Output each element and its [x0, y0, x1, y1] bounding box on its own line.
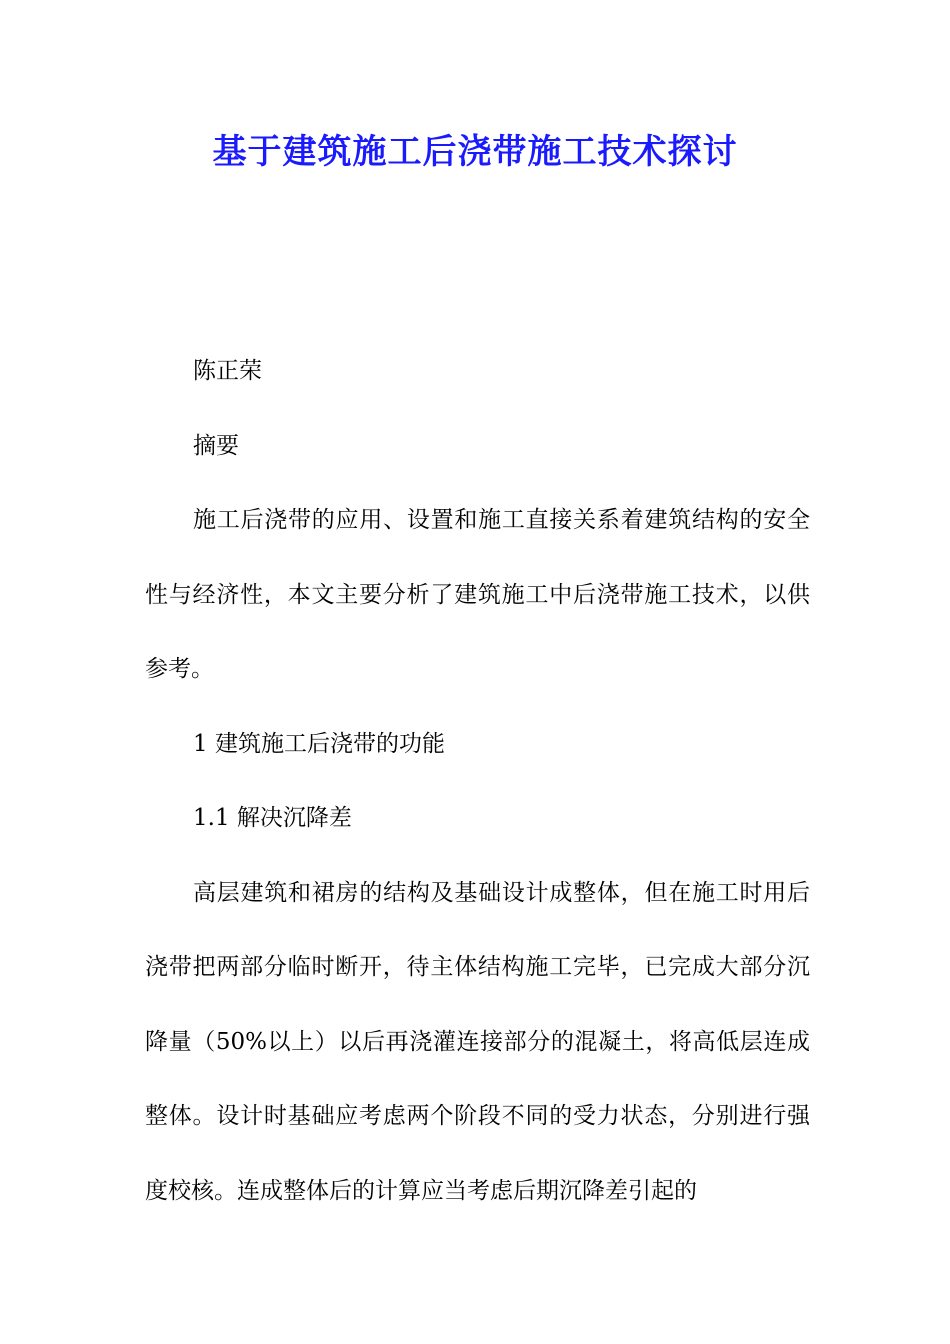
abstract-paragraph: 施工后浇带的应用、设置和施工直接关系着建筑结构的安全性与经济性，本文主要分析了建筑施工中后浇带施工技术，以供参考。 [145, 507, 810, 682]
body-paragraph: 高层建筑和裙房的结构及基础设计成整体，但在施工时用后浇带把两部分临时断开，待主体结构施工完毕，已完成大部分沉降量（50%以上）以后再浇灌连接部分的混凝土，将高低层连成整体。设计时基础应考虑两个阶段不同的受力状态，分别进行强度校核。连成整体后的计算应当考虑后期沉降差引起的 [145, 879, 810, 1204]
author-name: 陈正荣 [193, 358, 262, 384]
abstract-heading: 摘要 [193, 432, 239, 459]
section-heading: 1 建筑施工后浇带的功能 [193, 730, 445, 757]
document-title: 基于建筑施工后浇带施工技术探讨 [212, 132, 738, 172]
subsection-heading: 1.1 解决沉降差 [193, 805, 352, 831]
document-body [145, 334, 810, 1228]
